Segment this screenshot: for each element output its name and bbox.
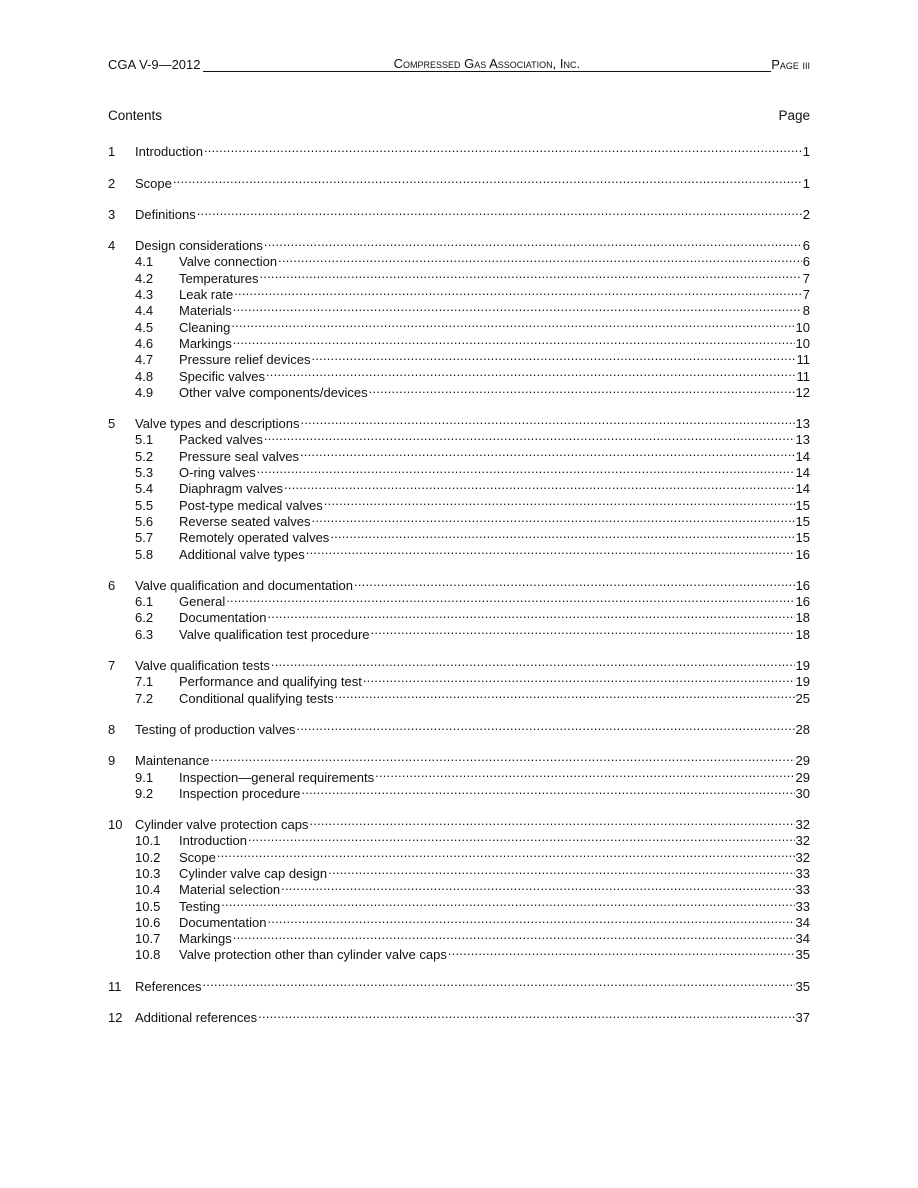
toc-entry[interactable] — [108, 718, 810, 737]
dot-leader — [369, 381, 795, 397]
toc-section — [108, 749, 810, 801]
toc-entry-number: 9.1 — [135, 769, 154, 785]
dot-leader — [301, 782, 794, 798]
toc-entry-number: 9.2 — [135, 785, 154, 801]
dot-leader — [324, 493, 795, 509]
toc-entry-page: 1 — [802, 175, 810, 191]
toc-entry-page: 10 — [795, 319, 810, 335]
toc-section — [108, 974, 810, 994]
toc-entry-title: Cleaning — [179, 319, 231, 335]
toc-entry-title: Markings — [179, 335, 232, 351]
dot-leader — [267, 606, 794, 622]
toc-entry-number: 5.8 — [135, 546, 154, 562]
toc-section — [108, 234, 810, 400]
toc-entry-number: 7.1 — [135, 674, 154, 690]
dot-leader — [312, 510, 795, 526]
toc-entry-title: Valve protection other than cylinder valve caps — [179, 947, 447, 963]
toc-entry-page: 16 — [795, 546, 810, 562]
toc-entry-title: Remotely operated valves — [179, 530, 330, 546]
toc-entry-page: 19 — [795, 674, 810, 690]
dot-leader — [231, 315, 794, 331]
toc-entry-number: 4.6 — [135, 335, 154, 351]
toc-entry-number: 4.8 — [135, 368, 154, 384]
toc-entry-title: General — [179, 594, 226, 610]
toc-entry-title: Markings — [179, 931, 232, 947]
toc-entry-number: 5.7 — [135, 530, 154, 546]
toc-section — [108, 574, 810, 642]
toc-entry-page: 33 — [795, 865, 810, 881]
toc-entry-page: 34 — [795, 914, 810, 930]
toc-entry-title: Pressure seal valves — [179, 448, 299, 464]
toc-entry-number: 10.6 — [135, 914, 161, 930]
toc-entry-number: 6.1 — [135, 594, 154, 610]
dot-leader — [234, 283, 802, 299]
dot-leader — [264, 234, 802, 250]
toc-entry[interactable] — [108, 574, 810, 593]
toc-entry-page: 30 — [795, 785, 810, 801]
toc-entry-number: 10.8 — [135, 947, 161, 963]
toc-entry-number: 6.2 — [135, 610, 154, 626]
toc-entry-page: 35 — [795, 947, 810, 963]
toc-entry-number: 5.2 — [135, 448, 154, 464]
dot-leader — [271, 654, 795, 670]
toc-entry-title: Testing of production valves — [135, 721, 296, 737]
dot-leader — [328, 862, 794, 878]
toc-entry-number: 10.5 — [135, 898, 161, 914]
toc-entry-page: 29 — [795, 769, 810, 785]
toc-entry-title: Temperatures — [179, 270, 259, 286]
toc-entry-page: 8 — [802, 303, 810, 319]
toc-section — [108, 412, 810, 562]
toc-entry-title: Documentation — [179, 610, 267, 626]
toc-entry-page: 13 — [795, 416, 810, 432]
toc-entry-title: Additional valve types — [179, 546, 305, 562]
dot-leader — [296, 718, 794, 734]
dot-leader — [204, 140, 802, 156]
toc-entry-number: 4 — [108, 238, 116, 254]
organization-name: Compressed Gas Association, Inc. — [393, 56, 581, 71]
toc-entry-number: 4.3 — [135, 287, 154, 303]
toc-entry-page: 32 — [795, 849, 810, 865]
toc-section — [108, 813, 810, 963]
toc-entry-number: 2 — [108, 175, 116, 191]
contents-heading-row — [108, 108, 810, 123]
toc-entry-number: 4.5 — [135, 319, 154, 335]
toc-entry-page: 16 — [795, 577, 810, 593]
dot-leader — [371, 622, 795, 638]
toc-entry-page: 32 — [795, 833, 810, 849]
toc-entry-title: Testing — [179, 898, 221, 914]
toc-entry-number: 5.4 — [135, 481, 154, 497]
toc-entry-page: 6 — [802, 254, 810, 270]
toc-section — [108, 140, 810, 160]
toc-entry-page: 18 — [795, 626, 810, 642]
toc-entry-title: Valve qualification and documentation — [135, 577, 354, 593]
toc-entry-title: Materials — [179, 303, 232, 319]
dot-leader — [267, 911, 794, 927]
toc-entry-title: Scope — [179, 849, 216, 865]
toc-entry-title: Introduction — [135, 144, 203, 160]
dot-leader — [233, 927, 795, 943]
toc-entry-title: Specific valves — [179, 368, 265, 384]
toc-entry-number: 10.4 — [135, 882, 161, 898]
dot-leader — [233, 299, 802, 315]
dot-leader — [284, 477, 794, 493]
table-of-contents — [108, 140, 810, 1026]
contents-title: Contents — [108, 108, 163, 123]
toc-entry-number: 5.1 — [135, 432, 154, 448]
toc-entry-title: Material selection — [179, 882, 281, 898]
toc-entry-page: 2 — [802, 206, 810, 222]
toc-entry-number: 10.1 — [135, 833, 161, 849]
header-rule — [203, 57, 394, 72]
dot-leader — [173, 171, 802, 187]
toc-entry-number: 4.1 — [135, 254, 154, 270]
toc-entry-page: 7 — [802, 270, 810, 286]
toc-entry-title: Inspection procedure — [179, 785, 301, 801]
toc-entry-title: Valve types and descriptions — [135, 416, 300, 432]
dot-leader — [226, 590, 794, 606]
dot-leader — [217, 845, 795, 861]
toc-entry-number: 5.3 — [135, 465, 154, 481]
toc-entry-number: 10.3 — [135, 865, 161, 881]
dot-leader — [354, 574, 795, 590]
dot-leader — [306, 542, 795, 558]
dot-leader — [258, 1006, 794, 1022]
toc-entry-title: Definitions — [135, 206, 196, 222]
toc-entry-page: 16 — [795, 594, 810, 610]
toc-entry-number: 5.5 — [135, 497, 154, 513]
toc-entry-number: 4.4 — [135, 303, 154, 319]
toc-entry[interactable] — [108, 654, 810, 674]
toc-entry-number: 4.9 — [135, 384, 154, 400]
toc-entry-title: References — [135, 978, 202, 994]
dot-leader — [259, 266, 801, 282]
dot-leader — [309, 813, 794, 829]
toc-section — [108, 654, 810, 706]
toc-section — [108, 718, 810, 737]
toc-entry-page: 33 — [795, 898, 810, 914]
dot-leader — [266, 364, 796, 380]
toc-entry-title: Performance and qualifying test — [179, 674, 362, 690]
toc-entry-page: 15 — [795, 497, 810, 513]
dot-leader — [202, 974, 794, 990]
toc-section — [108, 203, 810, 222]
toc-section — [108, 1006, 810, 1026]
header-rule — [580, 57, 771, 72]
dot-leader — [281, 878, 794, 894]
toc-entry-title: Valve qualification test procedure — [179, 626, 370, 642]
toc-entry-title: Valve qualification tests — [135, 658, 270, 674]
toc-entry-number: 3 — [108, 206, 116, 222]
toc-entry-page: 14 — [795, 481, 810, 497]
toc-entry-page: 32 — [795, 817, 810, 833]
toc-entry-page: 19 — [795, 658, 810, 674]
dot-leader — [248, 829, 795, 845]
toc-entry-page: 29 — [795, 753, 810, 769]
toc-section — [108, 171, 810, 191]
toc-entry-page: 6 — [802, 238, 810, 254]
toc-entry-title: Reverse seated valves — [179, 513, 311, 529]
toc-entry-title: Pressure relief devices — [179, 352, 311, 368]
toc-entry-page: 33 — [795, 882, 810, 898]
toc-entry-page: 14 — [795, 448, 810, 464]
toc-entry-page: 12 — [795, 384, 810, 400]
dot-leader — [221, 894, 794, 910]
dot-leader — [301, 412, 795, 428]
toc-entry-page: 13 — [795, 432, 810, 448]
toc-entry-title: Packed valves — [179, 432, 263, 448]
toc-entry-number: 9 — [108, 753, 116, 769]
toc-entry-number: 5.6 — [135, 513, 154, 529]
dot-leader — [233, 332, 795, 348]
toc-entry-title: Introduction — [179, 833, 247, 849]
dot-leader — [335, 686, 795, 702]
toc-entry-page: 34 — [795, 931, 810, 947]
dot-leader — [363, 670, 795, 686]
toc-entry-page: 1 — [802, 144, 810, 160]
toc-entry-number: 12 — [108, 1010, 123, 1026]
toc-entry[interactable] — [108, 749, 810, 769]
toc-entry[interactable] — [108, 412, 810, 432]
toc-entry-title: Diaphragm valves — [179, 481, 284, 497]
toc-entry-title: Conditional qualifying tests — [179, 690, 334, 706]
toc-entry-page: 18 — [795, 610, 810, 626]
dot-leader — [210, 749, 794, 765]
toc-entry-title: Additional references — [135, 1010, 258, 1026]
toc-entry-number: 8 — [108, 721, 116, 737]
toc-entry-title: O-ring valves — [179, 465, 256, 481]
toc-entry[interactable] — [108, 813, 810, 833]
page-number: Page iii — [771, 57, 810, 72]
document-id: CGA V-9—2012 — [108, 57, 201, 72]
toc-entry-page: 7 — [802, 287, 810, 303]
toc-entry[interactable] — [108, 171, 810, 191]
toc-entry[interactable] — [108, 974, 810, 994]
dot-leader — [278, 250, 802, 266]
toc-entry-number: 5 — [108, 416, 116, 432]
toc-entry-number: 4.7 — [135, 352, 154, 368]
dot-leader — [197, 203, 802, 219]
toc-entry-title: Maintenance — [135, 753, 210, 769]
dot-leader — [257, 461, 795, 477]
toc-entry-title: Cylinder valve protection caps — [135, 817, 309, 833]
toc-entry-page: 15 — [795, 530, 810, 546]
toc-subentry[interactable] — [108, 765, 810, 785]
toc-entry-number: 10 — [108, 817, 123, 833]
toc-entry-number: 10.2 — [135, 849, 161, 865]
dot-leader — [448, 943, 795, 959]
toc-entry-title: Scope — [135, 175, 172, 191]
toc-entry-page: 11 — [796, 352, 810, 368]
dot-leader — [330, 526, 794, 542]
toc-entry-page: 10 — [795, 335, 810, 351]
toc-entry-number: 1 — [108, 144, 116, 160]
toc-entry-page: 37 — [795, 1010, 810, 1026]
toc-entry-title: Cylinder valve cap design — [179, 865, 328, 881]
toc-entry-title: Inspection—general requirements — [179, 769, 375, 785]
toc-entry-page: 35 — [795, 978, 810, 994]
dot-leader — [300, 444, 795, 460]
toc-entry[interactable] — [108, 1006, 810, 1026]
toc-entry-page: 25 — [795, 690, 810, 706]
toc-entry-title: Documentation — [179, 914, 267, 930]
toc-entry-number: 6 — [108, 577, 116, 593]
toc-entry[interactable] — [108, 234, 810, 254]
toc-entry-number: 11 — [108, 978, 122, 994]
toc-entry-number: 10.7 — [135, 931, 161, 947]
dot-leader — [312, 348, 796, 364]
page-column-label: Page — [778, 108, 810, 123]
toc-entry-title: Post-type medical valves — [179, 497, 323, 513]
toc-entry-number: 7.2 — [135, 690, 154, 706]
toc-entry-title: Other valve components/devices — [179, 384, 368, 400]
page-header — [108, 54, 810, 72]
toc-entry[interactable] — [108, 203, 810, 222]
toc-entry-title: Leak rate — [179, 287, 234, 303]
toc-entry-number: 4.2 — [135, 270, 154, 286]
toc-entry-number: 7 — [108, 658, 116, 674]
toc-entry-page: 11 — [796, 368, 810, 384]
toc-entry-title: Design considerations — [135, 238, 263, 254]
toc-entry[interactable] — [108, 140, 810, 160]
dot-leader — [264, 428, 795, 444]
toc-entry-number: 6.3 — [135, 626, 154, 642]
dot-leader — [375, 765, 794, 781]
toc-entry-page: 14 — [795, 465, 810, 481]
toc-entry-page: 15 — [795, 513, 810, 529]
toc-entry-page: 28 — [795, 721, 810, 737]
toc-entry-title: Valve connection — [179, 254, 278, 270]
